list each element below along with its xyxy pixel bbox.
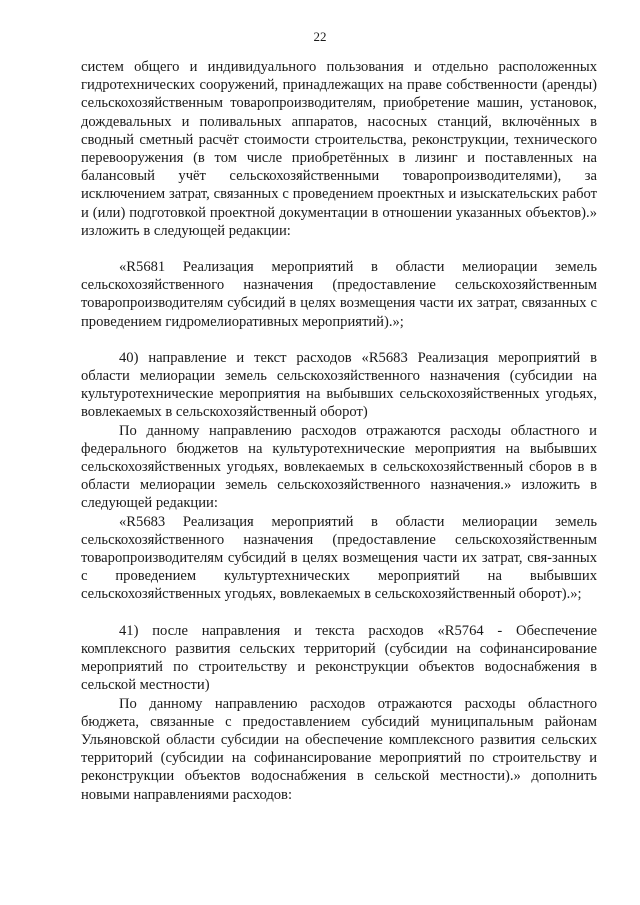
- paragraph-r5683-new-text: «R5683 Реализация мероприятий в области мелиорации земель сельскохозяйственного назначения (предоставление сельскохозяйственным товаропроизводителям субсидий в целях возмещения части их затрат, свя-занных с проведением культуртехнических мероприятий на выбывших сельскохозяйственных угодьях, вовлекаемых в сельскохозяйственный оборот).»;: [81, 513, 597, 603]
- paragraph-r5681-new-text: «R5681 Реализация мероприятий в области мелиорации земель сельскохозяйственного назначения (предоставление сельскохозяйственным товаропроизводителям субсидий в целях возмещения части их затрат, связанных с проведением гидромелиоративных мероприятий).»;: [81, 259, 597, 330]
- paragraph-gap: [81, 240, 597, 258]
- paragraph-gap: [81, 604, 597, 622]
- paragraph-item-40-description: По данному направлению расходов отражаются расходы областного и федерального бюджетов на культуротехнические мероприятия на выбывших сельскохозяйственных угодьях, вовлекаемых в сельскохозяйственный сборов в в области мелиорации земель сельскохозяйственного назначения.» изложить в следующей редакции:: [81, 422, 597, 512]
- paragraph-item-40: 40) направление и текст расходов «R5683 Реализация мероприятий в области мелиорации земель сельскохозяйственного назначения (субсидии на культуротехнические мероприятия на выбывших сельскохозяйственных угодьях, вовлекаемых в сельскохозяйственный оборот): [81, 349, 597, 421]
- paragraph-item-41-description: По данному направлению расходов отражаются расходы областного бюджета, связанные с предоставлением субсидий муниципальным районам Ульяновской области субсидии на обеспечение комплексного развития сельских территорий (субсидии на софинансирование мероприятий по строительству и реконструкции объектов водоснабжения в сельской местности).» дополнить новыми направлениями расходов:: [81, 695, 597, 803]
- page-number: 22: [313, 29, 327, 44]
- paragraph-item-41: 41) после направления и текста расходов «R5764 - Обеспечение комплексного развития сельских территорий (субсидии на софинансирование мероприятий по строительству и реконструкции объектов водоснабжения в сельской местности): [81, 622, 597, 694]
- document-body: [81, 58, 597, 804]
- paragraph-gap: [81, 331, 597, 349]
- paragraph-continuation: систем общего и индивидуального пользования и отдельно расположенных гидротехнических сооружений, принадлежащих на праве собственности (аренды) сельскохозяйственным товаропроизводителям, приобретение машин, установок, дождевальных и поливальных аппаратов, насосных станций, включённых в сводный сметный расчёт стоимости строительства, реконструкции, технического перевооружения (в том числе приобретённых в лизинг и поставленных на балансовый учёт сельскохозяйственными товаропроизводителями), за исключением затрат, связанных с проведением проектных и изыскательских работ и (или) подготовкой проектной документации в отношении указанных объектов).» изложить в следующей редакции:: [81, 59, 597, 239]
